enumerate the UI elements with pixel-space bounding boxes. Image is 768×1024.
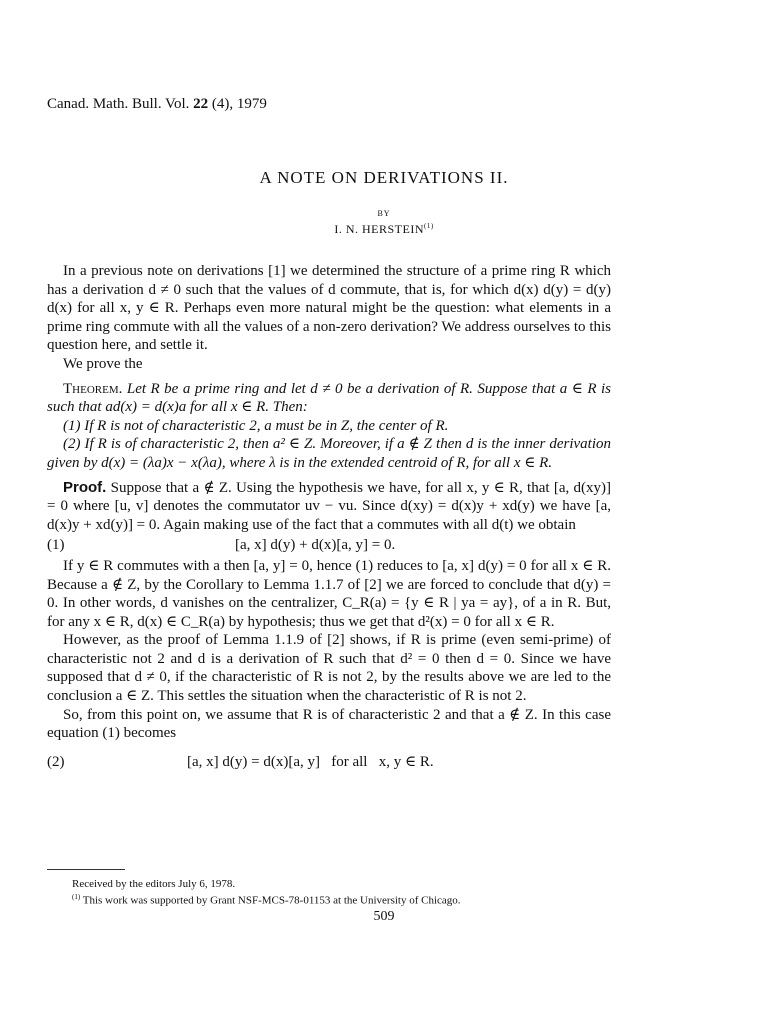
paragraph-intro: In a previous note on derivations [1] we determined the structure of a prime ring R which has a derivation d ≠ 0 such that the values of d commute, that is, for which d(x) d(y) = d(y) d(x) for all x, y ∈ R. Perhaps even more natural might be the question: what elements in a prime ring commute with all the values of a non-zero derivation? We address ourselves to this question here, and settle it.: [47, 263, 611, 354]
proof-label: Proof.: [63, 478, 107, 496]
paper-body: [47, 262, 611, 773]
proof-text: Suppose that a ∉ Z. Using the hypothesis we have, for all x, y ∈ R, that [a, d(xy)] = 0 where [u, v] denotes the commutator uv − vu. Since d(xy) = d(x)y + xd(y) we have [a, d(x)y + xd(y)] = 0. Again making use of the fact that a commutes with all d(t) we obtain: [47, 479, 611, 533]
journal-citation: [47, 96, 267, 113]
paragraph-char-2: So, from this point on, we assume that R is of characteristic 2 and that a ∉ Z. In this case equation (1) becomes: [47, 706, 611, 742]
footnote-mark: (1): [72, 893, 81, 901]
equation-2: [47, 753, 611, 772]
page-number: 509: [373, 909, 395, 924]
author-footnote-mark: (1): [424, 222, 434, 230]
footnote-rule: [47, 869, 125, 870]
paragraph-characteristic: However, as the proof of Lemma 1.1.9 of [2] shows, if R is prime (even semi-prime) of characteristic not 2 and d is a derivation of R such that d² = 0 then d = 0. Since we have supposed that d ≠ 0, if the characteristic of R is not 2, by the results above we are led to the conclusion a ∈ Z. This settles the situation when the characteristic of R is not 2.: [47, 632, 611, 705]
equation-2-number: (2): [47, 753, 65, 770]
paragraph-we-prove: We prove the: [63, 355, 143, 372]
journal-volume: 22: [193, 96, 209, 112]
equation-1: [47, 536, 611, 555]
paper-title: A NOTE ON DERIVATIONS II.: [259, 168, 509, 187]
equation-1-body: [a, x] d(y) + d(x)[a, y] = 0.: [235, 537, 396, 554]
theorem-label: Theorem.: [63, 380, 123, 397]
equation-1-number: (1): [47, 537, 65, 554]
journal-prefix: Canad. Math. Bull. Vol.: [47, 96, 190, 112]
theorem-statement: [47, 380, 611, 417]
footnote-support: [72, 893, 461, 907]
footnote-support-text: This work was supported by Grant NSF-MCS-78-01153 at the University of Chicago.: [80, 894, 461, 907]
footnote-received: Received by the editors July 6, 1978.: [72, 878, 236, 890]
byline: BY: [377, 209, 391, 218]
paragraph-centralizer: If y ∈ R commutes with a then [a, y] = 0, hence (1) reduces to [a, x] d(y) = 0 for all x ∈ R. Because a ∉ Z, by the Corollary to Lemma 1.1.7 of [2] we are forced to conclude that d(y) = 0. In other words, d vanishes on the centralizer, C_R(a) = {y ∈ R | ya = ay}, of a in R. But, for any x ∈ R, d(x) ∈ C_R(a) by hypothesis; thus we get that d²(x) = 0 for all x ∈ R.: [47, 557, 611, 630]
equation-2-body: [a, x] d(y) = d(x)[a, y] for all x, y ∈ R.: [187, 753, 434, 770]
author-text: I. N. HERSTEIN: [334, 222, 424, 236]
journal-issue-year: (4), 1979: [211, 96, 267, 112]
theorem-part-2: (2) If R is of characteristic 2, then a² ∈ Z. Moreover, if a ∉ Z then d is the inner derivation given by d(x) = (λa)x − x(λa), where λ is in the extended centroid of R, for all x ∈ R.: [47, 436, 611, 471]
proof-paragraph: [47, 479, 611, 535]
theorem-part-1: (1) If R is not of characteristic 2, a must be in Z, the center of R.: [63, 417, 449, 434]
theorem-text: Let R be a prime ring and let d ≠ 0 be a derivation of R. Suppose that a ∈ R is such that ad(x) = d(x)a for all x ∈ R. Then:: [47, 380, 611, 416]
author-name: [0, 222, 768, 237]
